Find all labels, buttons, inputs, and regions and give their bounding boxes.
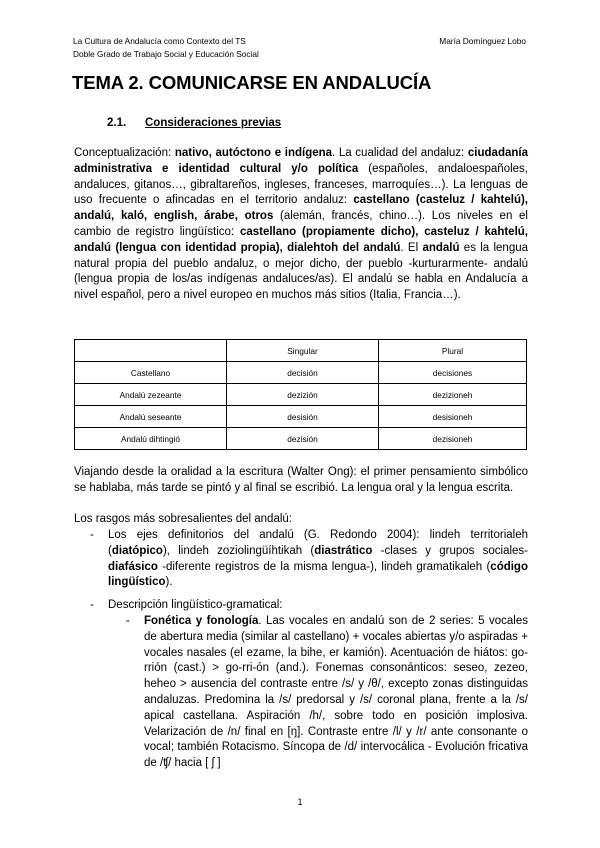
orality-paragraph: Viajando desde la oralidad a la escritura (Walter Ong): el primer pensamiento simbólico se hablaba, más tarde se pintó y al final se escribió. La lengua oral y la lengua escrita.	[74, 466, 528, 494]
table-header-cell	[75, 340, 227, 362]
header-course: La Cultura de Andalucía como Contexto del TS	[73, 36, 246, 46]
table-row	[75, 428, 527, 450]
table-cell: Castellano	[75, 362, 227, 384]
table-cell: decisión	[227, 362, 379, 384]
bold-run: ciudadanía administrativa e identidad cultural y/o política	[74, 147, 528, 175]
section-title: Consideraciones previas	[145, 117, 282, 129]
table-cell: dezisioneh	[379, 428, 527, 450]
table-cell: Andalú seseante	[75, 406, 227, 428]
bold-run: diatópico	[111, 544, 163, 557]
bold-run: andalú	[422, 241, 460, 254]
table-header-cell: Plural	[379, 340, 527, 362]
list-item-description: Descripción lingüístico-gramatical:	[108, 599, 283, 611]
text-run: . Las vocales en andalú son de 2 series: 5 vocales de abertura media (similar al castellano) + vocales abiertas y/o aspiradas + vocales nasales (el ezame, la bihe, er kamión). Acentuación de hiátos: go-rrión (cast.) > go-rri-ón (and.). Fonemas consonánticos: seseo, zezeo, heheo > ausencia del contraste entre /s/ y /θ/, excepto zonas distinguidas andaluzas. Predomina la /s/ predorsal y /s/ coronal plana, frente a la /s/ apical castellana. Aspiración /h/, sobre todo en posición implosiva. Velarización de /n/ final en [ŋ]. Contraste entre /l/ y /r/ ante consonante o vocal; también Rotacismo. Síncopa de /d/ intervocálica - Evolución fricativa de /ʧ/ hacia [ ʃ ]	[144, 615, 528, 770]
table-cell: dezisión	[227, 428, 379, 450]
section-number: 2.1.	[107, 117, 127, 129]
text-run: (alemán, francés, chino…). Los niveles en el cambio de registro lingüístico:	[74, 210, 528, 238]
running-header-left	[73, 35, 259, 61]
sublist-item-phonetics	[144, 614, 528, 772]
table-row	[75, 362, 527, 384]
table-cell: Andalú zezeante	[75, 384, 227, 406]
table-cell: dezizión	[227, 384, 379, 406]
table-header-cell: Singular	[227, 340, 379, 362]
table-header-row	[75, 340, 527, 362]
intro-paragraph	[74, 146, 528, 304]
section-heading	[107, 117, 281, 129]
text-run: -clases y grupos sociales-	[372, 544, 528, 557]
list-bullet: -	[90, 529, 94, 541]
text-run: Conceptualización:	[74, 147, 175, 159]
text-run: (españoles, andaloespañoles, andaluces, gitanos…, gibraltareños, ingleses, franceses, marroquíes…). La lenguas de uso frecuente o afincadas en el territorio andaluz:	[74, 162, 528, 207]
bold-run: castellano (propiamente dicho), casteluz / kahtelú, andalú (lengua con identidad propia), dialehtoh del andalú	[74, 225, 528, 254]
text-run: es la lengua natural propia del pueblo andaluz, o mejor dicho, der pueblo -kurturarmente- andalú (lengua propia de los/as indígenas andaluces/as). El andalú se habla en Andalucía a nivel español, pero a nivel europeo en muchos más sitios (Italia, Francia…).	[74, 241, 529, 302]
bold-run: diafásico	[108, 560, 158, 573]
table-row	[75, 406, 527, 428]
table-cell: desisión	[227, 406, 379, 428]
text-run: ).	[165, 576, 173, 589]
text-run: -diferente registros de la misma lengua-), lindeh gramatikaleh (	[157, 560, 491, 573]
list-item-axes	[108, 528, 528, 591]
header-degree: Doble Grado de Trabajo Social y Educación Social	[73, 49, 259, 59]
text-run: ), lindeh zoziolingüíhtikah (	[162, 544, 315, 557]
table-cell: desisioneh	[379, 406, 527, 428]
table-cell: decisiones	[379, 362, 527, 384]
features-intro: Los rasgos más sobresalientes del andalú:	[74, 513, 292, 525]
table-row	[75, 384, 527, 406]
text-run: Los ejes definitorios del andalú (G. Redondo 2004): lindeh territorialeh (	[108, 529, 528, 557]
bold-run: diastrático	[314, 544, 373, 557]
table-cell: Andalú dihtingió	[75, 428, 227, 450]
page-number: 1	[297, 797, 303, 807]
text-run: . La cualidad del andaluz:	[332, 147, 468, 159]
header-author: María Domínguez Lobo	[439, 36, 526, 46]
bold-run: nativo, autóctono e indígena	[174, 147, 333, 159]
bold-run: código lingüístico	[108, 560, 528, 589]
bold-run: castellano (casteluz / kahtelú), andalú, kaló, english, árabe, otros	[74, 194, 528, 223]
spelling-comparison-table	[74, 339, 527, 450]
page-title: TEMA 2. COMUNICARSE EN ANDALUCÍA	[72, 72, 432, 93]
sublist-bullet: -	[126, 615, 130, 627]
bold-run: Fonética y fonología	[144, 615, 259, 627]
text-run: . El	[400, 241, 423, 254]
list-bullet: -	[90, 599, 94, 611]
table-cell: dezizioneh	[379, 384, 527, 406]
